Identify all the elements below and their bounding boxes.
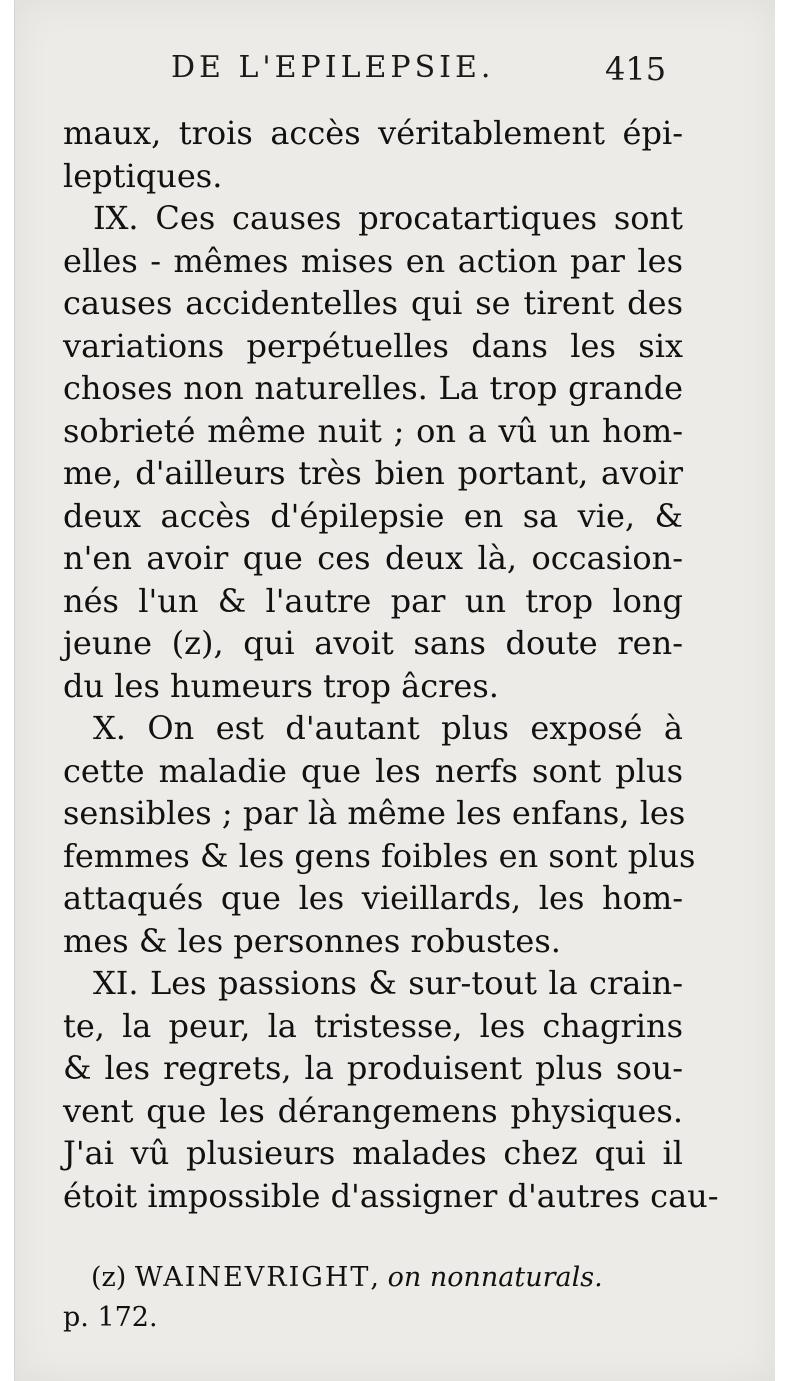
text-line: sobrieté même nuit ; on a vû un hom- <box>63 411 683 450</box>
text-line: n'en avoir que ces deux là, occasion- <box>63 539 683 577</box>
text-line: XI. Les passions & sur-tout la crain- <box>93 964 683 1002</box>
body-text <box>63 112 719 1217</box>
footnote-separator: , <box>370 1262 380 1293</box>
text-line: J'ai vû plusieurs malades chez qui il <box>63 1134 683 1172</box>
text-line: elles - mêmes mises en action par les <box>63 241 683 280</box>
text-line: X. On est d'autant plus exposé à <box>93 709 683 747</box>
page-header <box>15 50 775 100</box>
text-line: du les humeurs trop âcres. <box>63 666 499 705</box>
text-line: te, la peur, la tristesse, les chagrins <box>63 1006 683 1045</box>
text-line: mes & les personnes robustes. <box>63 921 561 960</box>
text-line: causes accidentelles qui se tirent des <box>63 284 683 322</box>
footnote-marker: (z) <box>91 1262 127 1293</box>
footnote-line <box>63 1258 683 1298</box>
footnote-author: WAINEVRIGHT <box>134 1262 371 1293</box>
text-line: jeune (z), qui avoit sans doute ren- <box>63 624 683 662</box>
text-line: leptiques. <box>63 156 223 195</box>
text-line: IX. Ces causes procatartiques sont <box>93 199 683 237</box>
text-line: nés l'un & l'autre par un trop long <box>63 581 683 620</box>
footnote-page-ref: p. 172. <box>63 1302 158 1333</box>
text-line: cette maladie que les nerfs sont plus <box>63 751 683 790</box>
text-line: sensibles ; par là même les enfans, les <box>63 794 686 832</box>
footnote <box>63 1258 683 1338</box>
text-line: femmes & les gens foibles en sont plus <box>63 836 696 875</box>
text-line: vent que les dérangemens physiques. <box>63 1091 683 1130</box>
text-line: maux, trois accès véritablement épi- <box>63 114 683 152</box>
page-number: 415 <box>605 50 667 88</box>
text-line: deux accès d'épilepsie en sa vie, & <box>63 496 683 535</box>
text-line: choses non naturelles. La trop grande <box>63 369 683 407</box>
book-page <box>14 0 775 1381</box>
footnote-work: on nonnaturals. <box>387 1262 603 1293</box>
text-line: étoit impossible d'assigner d'autres cau- <box>63 1176 719 1215</box>
text-line: me, d'ailleurs très bien portant, avoir <box>63 454 683 492</box>
text-line: variations perpétuelles dans les six <box>63 326 683 365</box>
running-head: DE L'EPILEPSIE. <box>171 50 495 85</box>
text-line: & les regrets, la produisent plus sou- <box>63 1049 683 1087</box>
text-line: attaqués que les vieillards, les hom- <box>63 879 683 917</box>
